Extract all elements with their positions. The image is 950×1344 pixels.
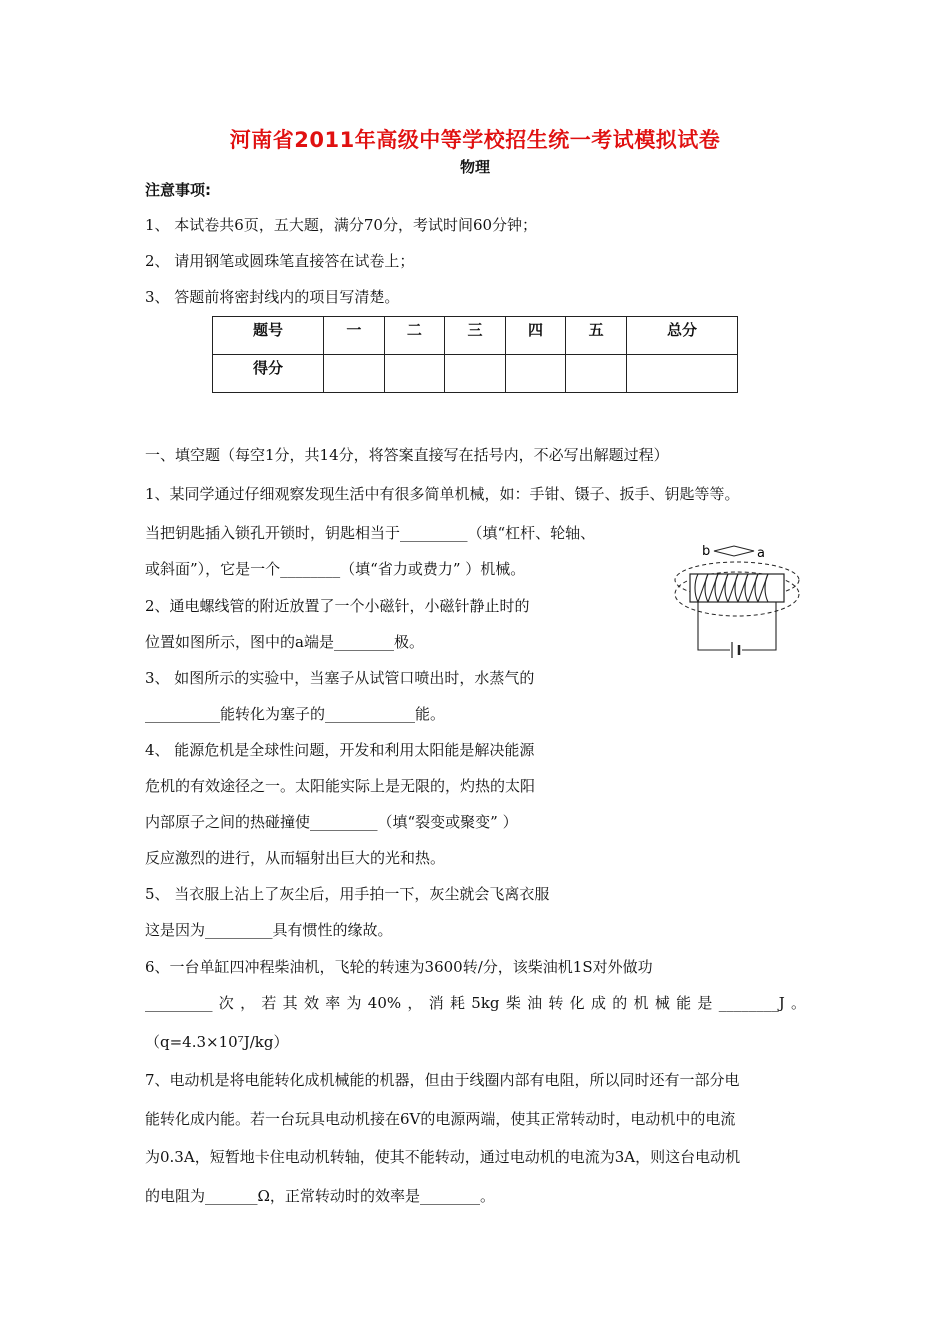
question-line: 4、 能源危机是全球性问题，开发和利用太阳能是解决能源 <box>145 741 535 759</box>
score-cell[interactable] <box>445 355 506 393</box>
label-b: b <box>702 544 711 559</box>
question-line: 位置如图所示，图中的a端是________极。 <box>145 633 424 651</box>
question-line: 这是因为_________具有惯性的缘故。 <box>145 921 393 939</box>
score-table <box>212 316 738 393</box>
table-header-cell: 二 <box>384 317 445 355</box>
label-a: a <box>757 546 765 561</box>
notice-item: 1、 本试卷共6页，五大题，满分70分，考试时间60分钟； <box>145 216 538 234</box>
table-header-cell: 四 <box>505 317 566 355</box>
table-header-cell: 总分 <box>626 317 737 355</box>
question-line: 为0.3A，短暂地卡住电动机转轴，使其不能转动，通过电动机的电流为3A，则这台电动机 <box>145 1148 741 1166</box>
notice-item: 3、 答题前将密封线内的项目写清楚。 <box>145 288 400 306</box>
question-line: __________能转化为塞子的____________能。 <box>145 705 446 723</box>
exam-subject: 物理 <box>459 158 490 176</box>
question-line: _________次，若其效率为40%，消耗5kg柴油转化成的机械能是________J。 <box>145 994 806 1012</box>
compass-needle <box>714 546 754 556</box>
table-header-cell: 一 <box>324 317 385 355</box>
question-line: 能转化成内能。若一台玩具电动机接在6V的电源两端，使其正常转动时，电动机中的电流 <box>145 1110 736 1128</box>
question-line: 7、电动机是将电能转化成机械能的机器，但由于线圈内部有电阻，所以同时还有一部分电 <box>145 1071 740 1089</box>
question-line: 的电阻为_______Ω，正常转动时的效率是________。 <box>145 1187 495 1205</box>
table-row-label: 得分 <box>213 355 324 393</box>
exam-title: 河南省2011年高级中等学校招生统一考试模拟试卷 <box>229 128 721 152</box>
score-cell[interactable] <box>384 355 445 393</box>
question-line: 2、通电螺线管的附近放置了一个小磁针，小磁针静止时的 <box>145 597 530 615</box>
table-header-cell: 五 <box>566 317 627 355</box>
question-line: 危机的有效途径之一。太阳能实际上是无限的，灼热的太阳 <box>145 777 536 795</box>
table-header-cell: 三 <box>445 317 506 355</box>
question-line: 5、 当衣服上沾上了灰尘后，用手拍一下，灰尘就会飞离衣服 <box>145 885 550 903</box>
question-line: 6、一台单缸四冲程柴油机，飞轮的转速为3600转/分，该柴油机1S对外做功 <box>145 958 653 976</box>
score-cell[interactable] <box>505 355 566 393</box>
notice-item: 2、 请用钢笔或圆珠笔直接答在试卷上； <box>145 252 415 270</box>
question-line: 3、 如图所示的实验中，当塞子从试管口喷出时，水蒸气的 <box>145 669 535 687</box>
score-table-row <box>213 355 738 393</box>
question-line: 反应激烈的进行，从而辐射出巨大的光和热。 <box>145 849 446 867</box>
question-line: （q=4.3×10⁷J/kg） <box>145 1033 289 1051</box>
score-cell[interactable] <box>324 355 385 393</box>
section-heading: 一、填空题（每空1分，共14分，将答案直接写在括号内，不必写出解题过程） <box>145 446 669 464</box>
question-line: 内部原子之间的热碰撞使_________（填“裂变或聚变” ） <box>145 813 518 831</box>
question-line: 当把钥匙插入锁孔开锁时，钥匙相当于_________（填“杠杆、轮轴、 <box>145 524 596 542</box>
question-line: 1、某同学通过仔细观察发现生活中有很多简单机械，如：手钳、镊子、扳手、钥匙等等。 <box>145 485 740 503</box>
score-cell[interactable] <box>566 355 627 393</box>
score-cell[interactable] <box>626 355 737 393</box>
score-table-header-row <box>213 317 738 355</box>
notice-heading: 注意事项: <box>145 181 211 199</box>
question-line: 或斜面”），它是一个________（填“省力或费力” ）机械。 <box>145 560 526 578</box>
circuit-wire <box>698 602 730 650</box>
table-header-cell: 题号 <box>213 317 324 355</box>
circuit-wire <box>742 602 776 650</box>
solenoid-diagram <box>672 538 802 660</box>
